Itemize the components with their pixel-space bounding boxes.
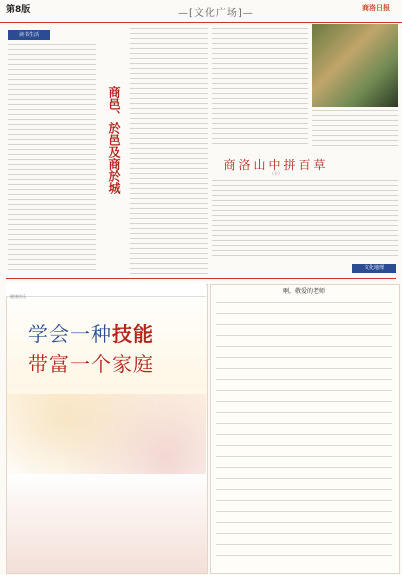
- poster-slogan-highlight: 技能: [112, 322, 154, 346]
- newspaper-brand: 商洛日报: [362, 4, 390, 12]
- poster-header: [6, 283, 206, 297]
- poster-decoration: [6, 394, 206, 474]
- page-number: 第8版: [6, 5, 31, 15]
- column-tag: [8, 30, 50, 40]
- article-photo: [312, 24, 398, 107]
- article-title-herbs: 商洛山中拼百草: [223, 158, 329, 172]
- culture-tag-label: 文化地理: [363, 265, 384, 271]
- article-subtitle: （十）: [270, 171, 282, 176]
- article-text-block: [8, 44, 96, 274]
- music-notation: [216, 302, 392, 562]
- article-headline: 商邑、於邑及商於城: [107, 86, 121, 194]
- poster-slogan-line2: 带富一个家庭: [28, 352, 154, 376]
- section-title: —[文化广场]—: [178, 8, 254, 19]
- poster-slogan-line1: [28, 318, 154, 347]
- song-title: 啊，敬爱的老师: [282, 288, 325, 295]
- poster-header-label: 健康快乐: [10, 294, 26, 299]
- article-text-block: [212, 180, 398, 260]
- section-divider: [6, 278, 396, 279]
- article-text-block: [130, 28, 208, 274]
- column-tag-label: 读书生活: [18, 32, 39, 38]
- article-text-block: [212, 28, 308, 148]
- article-text-block: [312, 110, 398, 148]
- culture-tag: [352, 264, 396, 273]
- poster-slogan-part: 学会一种: [28, 322, 112, 346]
